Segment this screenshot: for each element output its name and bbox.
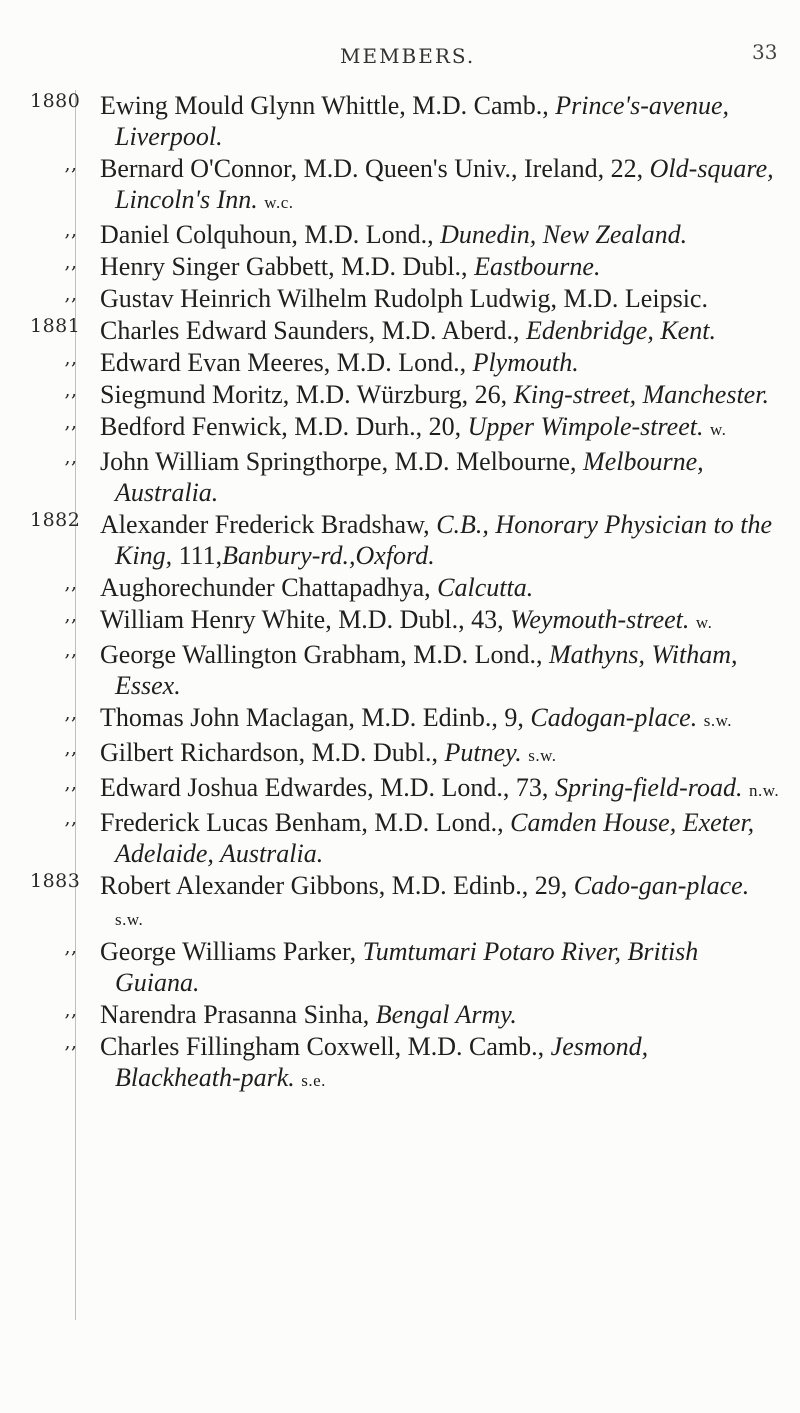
member-entry	[0, 807, 800, 869]
member-text	[100, 772, 780, 806]
election-year: ,,	[64, 936, 78, 958]
member-address: Old-square, Lincoln's Inn.	[115, 154, 774, 214]
postal-district: n.w.	[748, 781, 780, 800]
member-entry	[0, 772, 800, 806]
member-address: Bengal Army.	[375, 1000, 517, 1029]
member-name-qualifications: Gilbert Richardson, M.D. Dubl.,	[100, 738, 445, 767]
member-name-qualifications: Robert Alexander Gibbons, M.D. Edinb., 29,	[100, 871, 574, 900]
member-entry	[0, 604, 800, 638]
member-entry	[0, 870, 800, 935]
member-address: Jesmond, Blackheath-park.	[115, 1032, 649, 1092]
member-name-qualifications: Daniel Colquhoun, M.D. Lond.,	[100, 220, 441, 249]
member-name-qualifications: Gustav Heinrich Wilhelm Rudolph Ludwig, M.D. Leipsic.	[100, 284, 708, 313]
member-text	[100, 283, 780, 314]
member-name-qualifications: Charles Fillingham Coxwell, M.D. Camb.,	[100, 1032, 551, 1061]
postal-district: w.c.	[264, 193, 294, 212]
member-name-qualifications: Thomas John Maclagan, M.D. Edinb., 9,	[100, 703, 531, 732]
member-entry	[0, 639, 800, 701]
member-text	[100, 379, 780, 410]
member-name-qualifications: Edward Joshua Edwardes, M.D. Lond., 73,	[100, 773, 555, 802]
page-header	[0, 40, 800, 84]
member-entry	[0, 446, 800, 508]
member-address: Mathyns, Witham, Essex.	[115, 640, 738, 700]
member-text	[100, 315, 780, 346]
member-address: Plymouth.	[472, 348, 579, 377]
postal-district: w.	[695, 613, 713, 632]
election-year: ,,	[64, 639, 78, 661]
member-text	[100, 870, 780, 935]
member-text	[100, 446, 780, 508]
running-head: MEMBERS.	[340, 44, 476, 68]
election-year: ,,	[64, 702, 78, 724]
member-address: Weymouth-street.	[510, 605, 690, 634]
member-address: Tumtumari Potaro River, British Guiana.	[115, 937, 699, 997]
member-entry	[0, 1031, 800, 1096]
member-entry	[0, 999, 800, 1030]
member-address: Calcutta.	[437, 573, 534, 602]
member-name-qualifications: George Williams Parker,	[100, 937, 363, 966]
election-year: ,,	[64, 411, 78, 433]
election-year: 1881	[30, 315, 81, 337]
member-text	[100, 604, 780, 638]
member-name-qualifications: Bedford Fenwick, M.D. Durh., 20,	[100, 412, 468, 441]
member-entry	[0, 347, 800, 378]
page-number: 33	[752, 40, 778, 64]
member-entry	[0, 251, 800, 282]
election-year: ,,	[64, 153, 78, 175]
member-address: Cadogan-place.	[530, 703, 698, 732]
postal-district: s.w.	[703, 711, 732, 730]
member-name-qualifications: Henry Singer Gabbett, M.D. Dubl.,	[100, 252, 475, 281]
member-text	[100, 153, 780, 218]
member-text	[100, 807, 780, 869]
election-year: ,,	[64, 807, 78, 829]
election-year: ,,	[64, 379, 78, 401]
member-address: Edenbridge, Kent.	[526, 316, 716, 345]
member-address: Dunedin, New Zealand.	[440, 220, 688, 249]
member-name-qualifications: Ewing Mould Glynn Whittle, M.D. Camb.,	[100, 91, 556, 120]
member-entry	[0, 936, 800, 998]
election-year: ,,	[64, 572, 78, 594]
election-year: ,,	[64, 604, 78, 626]
member-name-qualifications: William Henry White, M.D. Dubl., 43,	[100, 605, 511, 634]
postal-district: s.w.	[115, 910, 144, 929]
member-name-qualifications: Narendra Prasanna Sinha,	[100, 1000, 376, 1029]
member-address: Prince's-avenue, Liverpool.	[115, 91, 729, 151]
member-name-qualifications: Siegmund Moritz, M.D. Würzburg, 26,	[100, 380, 514, 409]
member-text	[100, 347, 780, 378]
election-year: 1880	[30, 90, 81, 112]
member-entry	[0, 702, 800, 736]
member-entry	[0, 90, 800, 152]
member-text	[100, 509, 780, 571]
member-name-qualifications: Aughorechunder Chattapadhya,	[100, 573, 438, 602]
member-text	[100, 411, 780, 445]
member-address: Cado-gan-place.	[573, 871, 750, 900]
election-year: ,,	[64, 999, 78, 1021]
postal-district: s.w.	[528, 746, 557, 765]
election-year: ,,	[64, 446, 78, 468]
member-address: Putney.	[444, 738, 522, 767]
member-entry	[0, 315, 800, 346]
member-name-qualifications: Alexander Frederick Bradshaw,	[100, 510, 437, 539]
member-entry	[0, 509, 800, 571]
member-text	[100, 90, 780, 152]
election-year: 1883	[30, 870, 81, 892]
member-address: King-street, Manchester.	[513, 380, 769, 409]
election-year: 1882	[30, 509, 81, 531]
election-year: ,,	[64, 347, 78, 369]
member-text	[100, 639, 780, 701]
member-entry	[0, 379, 800, 410]
member-address: Spring-field-road.	[554, 773, 743, 802]
member-list	[0, 90, 800, 1097]
member-address: Eastbourne.	[474, 252, 601, 281]
member-entry	[0, 572, 800, 603]
member-address-number: 111,	[172, 541, 223, 570]
member-entry	[0, 283, 800, 314]
election-year: ,,	[64, 219, 78, 241]
member-entry	[0, 411, 800, 445]
member-name-qualifications: Bernard O'Connor, M.D. Queen's Univ., Ireland, 22,	[100, 154, 650, 183]
member-name-qualifications: John William Springthorpe, M.D. Melbourne,	[100, 447, 584, 476]
election-year: ,,	[64, 251, 78, 273]
member-address: C.B., Honorary Physician to the King,	[115, 510, 772, 570]
election-year: ,,	[64, 1031, 78, 1053]
member-name-qualifications: Frederick Lucas Benham, M.D. Lond.,	[100, 808, 511, 837]
member-address: Upper Wimpole-street.	[467, 412, 704, 441]
member-text	[100, 251, 780, 282]
election-year: ,,	[64, 283, 78, 305]
member-address-continued: Banbury-rd.,Oxford.	[222, 541, 435, 570]
postal-district: s.e.	[301, 1071, 326, 1090]
member-text	[100, 702, 780, 736]
member-text	[100, 572, 780, 603]
member-name-qualifications: George Wallington Grabham, M.D. Lond.,	[100, 640, 549, 669]
member-address: Melbourne, Australia.	[115, 447, 704, 507]
member-entry	[0, 737, 800, 771]
member-name-qualifications: Edward Evan Meeres, M.D. Lond.,	[100, 348, 473, 377]
member-address: Camden House, Exeter, Adelaide, Australia.	[115, 808, 755, 868]
member-text	[100, 737, 780, 771]
member-text	[100, 1031, 780, 1096]
member-text	[100, 936, 780, 998]
member-entry	[0, 153, 800, 218]
member-text	[100, 219, 780, 250]
member-text	[100, 999, 780, 1030]
member-name-qualifications: Charles Edward Saunders, M.D. Aberd.,	[100, 316, 527, 345]
election-year: ,,	[64, 772, 78, 794]
member-entry	[0, 219, 800, 250]
election-year: ,,	[64, 737, 78, 759]
postal-district: w.	[709, 420, 727, 439]
